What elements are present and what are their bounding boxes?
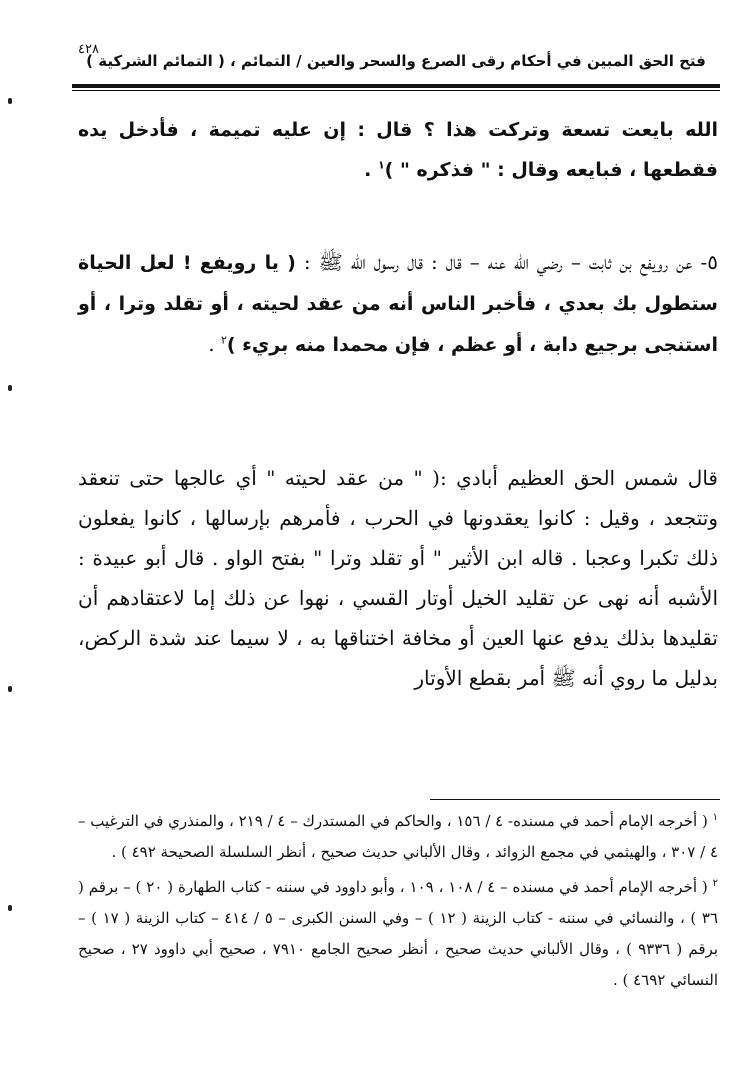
header-rule-thin: [72, 90, 720, 91]
footnote-text: ( أخرجه الإمام أحمد في مسنده- ٤ / ١٥٦ ، والحاكم في المستدرك – ٤ / ٢١٩ ، والمنذري في الترغيب – ٤ / ٣٠٧ ، والهيثمي في مجمع الزوائد ، وقال الألباني حديث صحيح ، أنظر السلسلة الصحيحة ٤٩٢ ) .: [78, 812, 718, 861]
footnote-2: [78, 872, 718, 996]
footnote-marker: ٢: [712, 878, 718, 889]
hadith-number: ٥-: [700, 250, 718, 274]
footnote-ref: ١: [377, 158, 385, 172]
margin-mark: [8, 385, 12, 391]
margin-mark: [8, 98, 12, 104]
hadith-quote: ( يا رويفع ! لعل الحياة ستطول بك بعدي ، فأخبر الناس أنه من عقد لحيته ، أو تقلد وترا ، أو استنجى برجيع دابة ، أو عظم ، فإن محمدا منه بريء ): [78, 252, 718, 356]
hadith-paragraph: [78, 242, 718, 365]
page-number: ٤٢٨: [78, 42, 99, 57]
footnote-separator: [430, 799, 720, 800]
sentence-end: .: [364, 159, 378, 181]
hadith-intro: عن رويفع بن ثابت – رضي الله عنه – قال : قال رسول الله ﷺ :: [295, 250, 701, 274]
footnote-1: [78, 806, 718, 868]
running-title: فتح الحق المبين في أحكام رقى الصرع والسحر والعين / التمائم ، ( التمائم الشركية ): [86, 52, 706, 70]
footnote-text: ( أخرجه الإمام أحمد في مسنده – ٤ / ١٠٨ ، ١٠٩ ، وأبو داوود في سننه - كتاب الطهارة ( ٢٠ ) – برقم ( ٣٦ ) ، والنسائي في سننه - كتاب الزينة ( ١٢ ) – وفي السنن الكبرى – ٥ / ٤١٤ – كتاب الزينة ( ١٧ ) – برقم ( ٩٣٣٦ ) ، وقال الألباني حديث صحيح ، أنظر صحيح الجامع ٧٩١٠ ، صحيح أبي داوود ٢٧ ، صحيح النسائي ٤٦٩٢ ) .: [78, 878, 719, 989]
paragraph-continuation: [78, 110, 718, 190]
footnote-marker: ١: [712, 812, 718, 823]
page-header: [72, 40, 720, 96]
commentary-paragraph: قال شمس الحق العظيم أبادي :( " من عقد لحيته " أي عالجها حتى تنعقد وتتجعد ، وقيل : كانوا يعقدونها في الحرب ، فأمرهم بإرسالها ، كانوا يفعلون ذلك تكبرا وعجبا . قاله ابن الأثير " أو تقلد وترا " بفتح الواو . قال أبو عبيدة : الأشبه أنه نهى عن تقليد الخيل أوتار القسي ، نهوا عن ذلك إما لاعتقادهم أن تقليدها بذلك يدفع عنها العين أو مخافة اختناقها به ، لا سيما عند شدة الركض، بدليل ما روي أنه ﷺ أمر بقطع الأوتار: [78, 466, 718, 690]
margin-mark: [8, 686, 12, 692]
footnote-ref: ٢: [220, 333, 227, 347]
paragraph-text: الله بايعت تسعة وتركت هذا ؟ قال : إن عليه تميمة ، فأدخل يده فقطعها ، فبايعه وقال : " فذكره " ): [78, 119, 718, 181]
sentence-end: .: [208, 332, 221, 356]
footnotes: [78, 806, 718, 1000]
margin-mark: [8, 905, 12, 911]
header-rule-thick: [72, 84, 720, 88]
